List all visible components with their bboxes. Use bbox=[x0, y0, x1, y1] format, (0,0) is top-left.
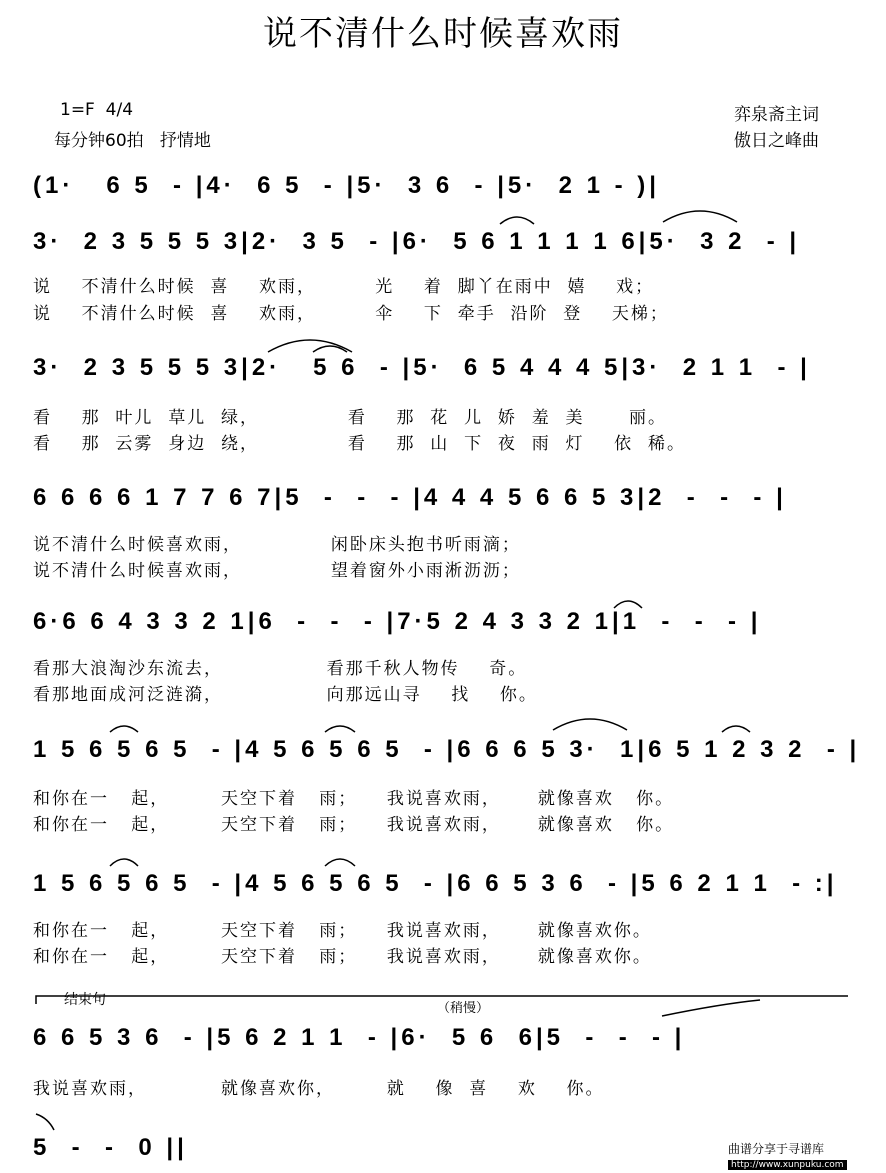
notes-system-1: (1· 6 5 - |4· 6 5 - |5· 3 6 - |5· 2 1 - )| bbox=[33, 172, 660, 199]
key-time-signature: 1=F 4/4 bbox=[60, 100, 134, 120]
composer-credit: 傲日之峰曲 bbox=[734, 131, 819, 151]
lyric-system-5-verse-2: 看那地面成河泛涟漪， 向那远山寻 找 你。 bbox=[33, 685, 538, 705]
lyric-system-5-verse-1: 看那大浪淘沙东流去， 看那千秋人物传 奇。 bbox=[33, 659, 528, 679]
slur-mark bbox=[325, 859, 355, 866]
notes-system-8: 6 6 5 3 6 - |5 6 2 1 1 - |6· 5 6 6|5 - - - | bbox=[33, 1024, 686, 1051]
slur-mark bbox=[500, 217, 534, 224]
slur-mark bbox=[722, 726, 750, 732]
slur-mark bbox=[614, 601, 642, 608]
lyric-system-6-verse-2: 和你在一 起， 天空下着 雨； 我说喜欢雨， 就像喜欢 你。 bbox=[33, 815, 675, 835]
lyric-system-4-verse-1: 说不清什么时候喜欢雨， 闲卧床头抱书听雨滴； bbox=[33, 535, 521, 555]
lyricist-credit: 弈泉斋主词 bbox=[734, 105, 819, 125]
notes-system-5: 6·6 6 4 3 3 2 1|6 - - - |7·5 2 4 3 3 2 1|1 - - - | bbox=[33, 608, 762, 635]
lyric-system-8: 我说喜欢雨， 就像喜欢你， 就 像 喜 欢 你。 bbox=[33, 1079, 605, 1099]
lyric-system-2-verse-2: 说 不清什么时候 喜 欢雨， 伞 下 牵手 沿阶 登 天梯； bbox=[33, 304, 669, 324]
lyric-system-3-verse-2: 看 那 云雾 身边 绕， 看 那 山 下 夜 雨 灯 依 稀。 bbox=[33, 434, 686, 454]
ending-bracket bbox=[36, 996, 848, 1004]
tempo-marking: 每分钟60拍 抒情地 bbox=[54, 131, 211, 151]
slur-mark bbox=[268, 340, 352, 352]
slur-mark bbox=[553, 719, 627, 730]
slur-mark bbox=[36, 1114, 54, 1130]
slur-mark bbox=[325, 726, 355, 732]
slur-mark bbox=[110, 859, 138, 866]
slur-mark bbox=[663, 211, 737, 222]
notes-system-2: 3· 2 3 5 5 5 3|2· 3 5 - |6· 5 6 1 1 1 1 6|5· 3 2 - | bbox=[33, 228, 801, 255]
watermark-text: 曲谱分享于寻谱库 bbox=[728, 1142, 825, 1156]
ending-section-label: 结束句 bbox=[64, 992, 106, 1008]
lyric-system-7-verse-1: 和你在一 起， 天空下着 雨； 我说喜欢雨， 就像喜欢你。 bbox=[33, 921, 652, 941]
slur-mark bbox=[662, 1000, 760, 1016]
lyric-system-2-verse-1: 说 不清什么时候 喜 欢雨， 光 着 脚丫在雨中 嬉 戏； bbox=[33, 277, 655, 297]
slur-mark bbox=[110, 726, 138, 732]
notes-system-4: 6 6 6 6 1 7 7 6 7|5 - - - |4 4 4 5 6 6 5 3|2 - - - | bbox=[33, 484, 787, 511]
notes-system-7: 1 5 6 5 6 5 - |4 5 6 5 6 5 - |6 6 5 3 6 - |5 6 2 1 1 - :| bbox=[33, 870, 838, 897]
score-title: 说不清什么时候喜欢雨 bbox=[263, 14, 623, 54]
watermark-url: http://www.xunpuku.com bbox=[728, 1160, 847, 1170]
notes-system-9: 5 - - 0 || bbox=[33, 1134, 188, 1161]
lyric-system-6-verse-1: 和你在一 起， 天空下着 雨； 我说喜欢雨， 就像喜欢 你。 bbox=[33, 789, 675, 809]
lyric-system-4-verse-2: 说不清什么时候喜欢雨， 望着窗外小雨淅沥沥； bbox=[33, 561, 521, 581]
notes-system-6: 1 5 6 5 6 5 - |4 5 6 5 6 5 - |6 6 6 5 3· 1|6 5 1 2 3 2 - | bbox=[33, 736, 861, 763]
lyric-system-7-verse-2: 和你在一 起， 天空下着 雨； 我说喜欢雨， 就像喜欢你。 bbox=[33, 947, 652, 967]
lyric-system-3-verse-1: 看 那 叶儿 草儿 绿， 看 那 花 儿 娇 羞 美 丽。 bbox=[33, 408, 667, 428]
notes-system-3: 3· 2 3 5 5 5 3|2· 5 6 - |5· 6 5 4 4 4 5|3· 2 1 1 - | bbox=[33, 354, 811, 381]
tempo-change-mark: （稍慢） bbox=[437, 1001, 490, 1016]
